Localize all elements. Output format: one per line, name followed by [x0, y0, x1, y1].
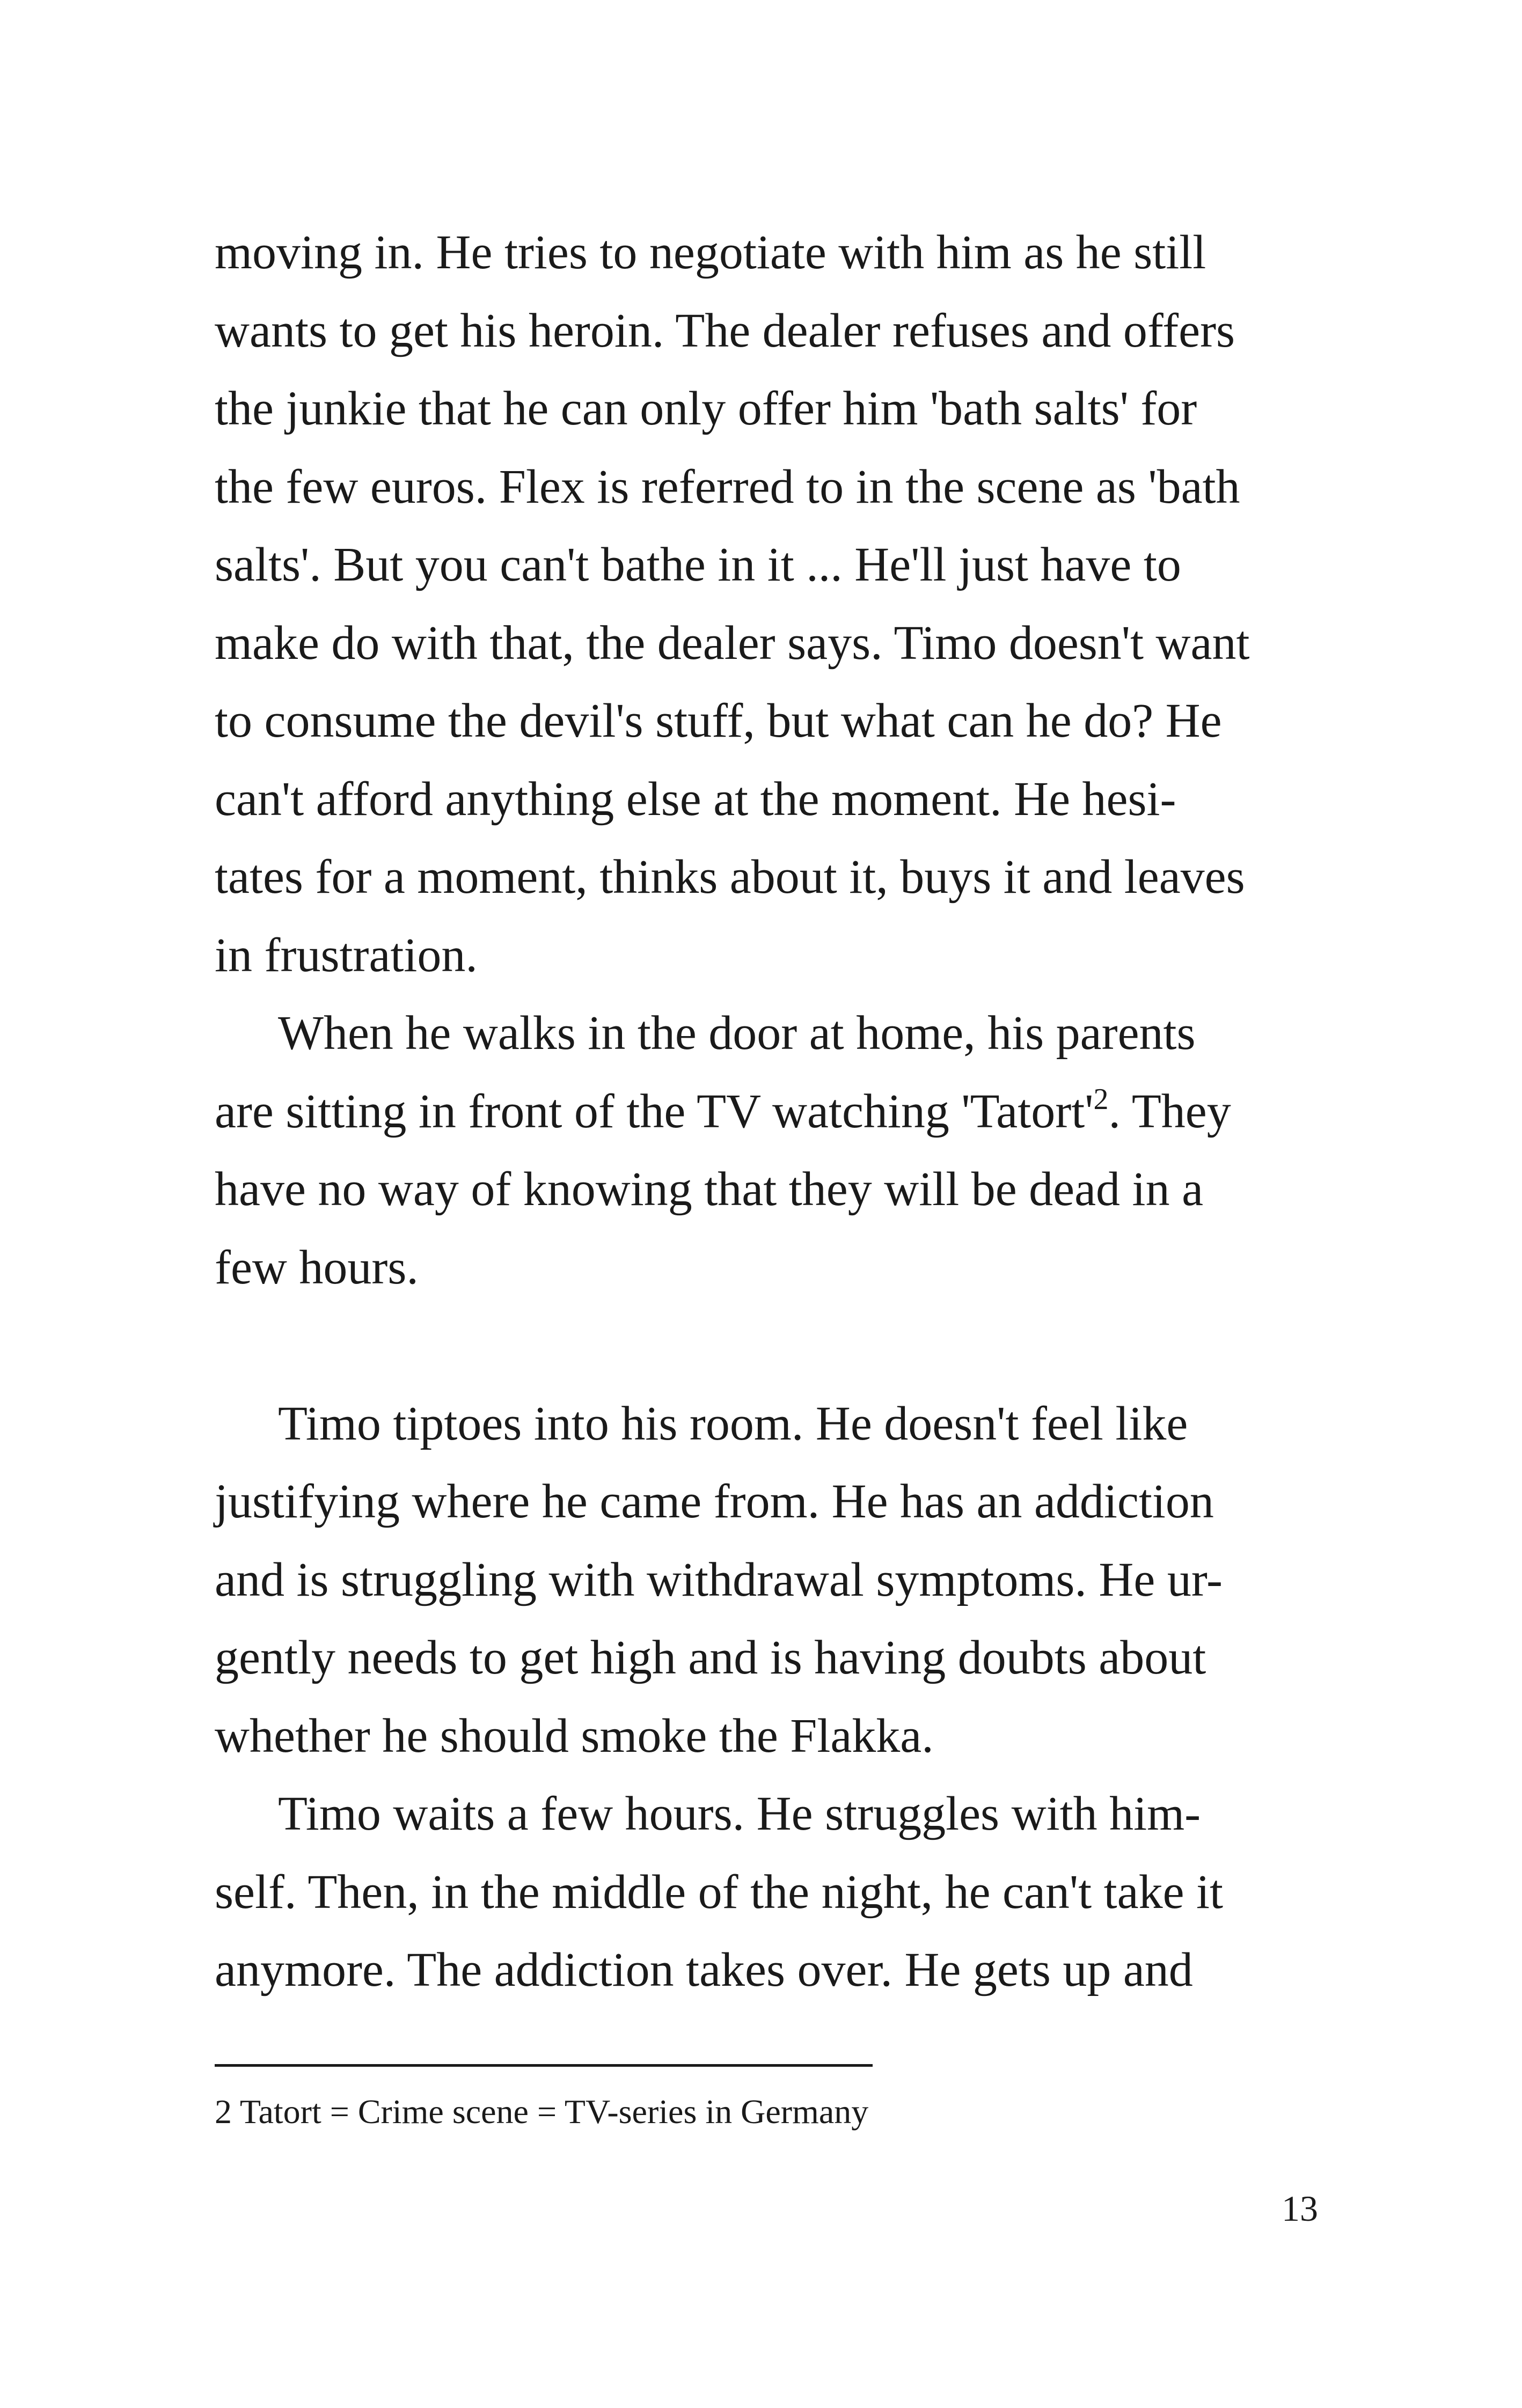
text-line: salts'. But you can't bathe in it ... He'll just have to — [215, 538, 1181, 591]
text-segment: . They — [1108, 1084, 1231, 1138]
text-line: have no way of knowing that they will be dead in a — [215, 1163, 1204, 1216]
text-line: wants to get his heroin. The dealer refuses and offers — [215, 304, 1235, 357]
text-line: and is struggling with withdrawal symptoms. He ur- — [215, 1553, 1223, 1606]
text-line: Timo waits a few hours. He struggles with him- — [278, 1787, 1201, 1840]
text-segment: are sitting in front of the TV watching 'Tatort' — [215, 1084, 1094, 1138]
text-line: anymore. The addiction takes over. He gets up and — [215, 1943, 1193, 1996]
text-line: Timo tiptoes into his room. He doesn't feel like — [278, 1397, 1188, 1450]
text-line: moving in. He tries to negotiate with him as he still — [215, 226, 1206, 279]
text-line: in frustration. — [215, 928, 478, 982]
footnote-reference: 2 — [1093, 1082, 1109, 1116]
text-line: self. Then, in the middle of the night, he can't take it — [215, 1865, 1224, 1919]
footnote-divider — [215, 2064, 873, 2067]
text-line: whether he should smoke the Flakka. — [215, 1709, 934, 1763]
text-line: the junkie that he can only offer him 'bath salts' for — [215, 382, 1197, 435]
text-line-with-footnote-ref — [215, 1073, 1320, 1151]
text-line: When he walks in the door at home, his parents — [278, 1007, 1196, 1060]
text-line: gently needs to get high and is having doubts about — [215, 1631, 1206, 1684]
text-line: can't afford anything else at the moment. He hesi- — [215, 772, 1176, 826]
page-number: 13 — [1282, 2188, 1318, 2229]
text-line: make do with that, the dealer says. Timo doesn't want — [215, 616, 1250, 670]
body-text — [215, 214, 1320, 2009]
text-line: to consume the devil's stuff, but what can he do? He — [215, 694, 1222, 747]
text-line: justifying where he came from. He has an addiction — [215, 1475, 1214, 1528]
text-line: the few euros. Flex is referred to in the scene as 'bath — [215, 460, 1240, 513]
footnote: 2 Tatort = Crime scene = TV-series in Germany — [215, 2093, 869, 2131]
section-break — [215, 1306, 1320, 1385]
text-line: tates for a moment, thinks about it, buys it and leaves — [215, 850, 1245, 904]
text-line: few hours. — [215, 1240, 419, 1294]
